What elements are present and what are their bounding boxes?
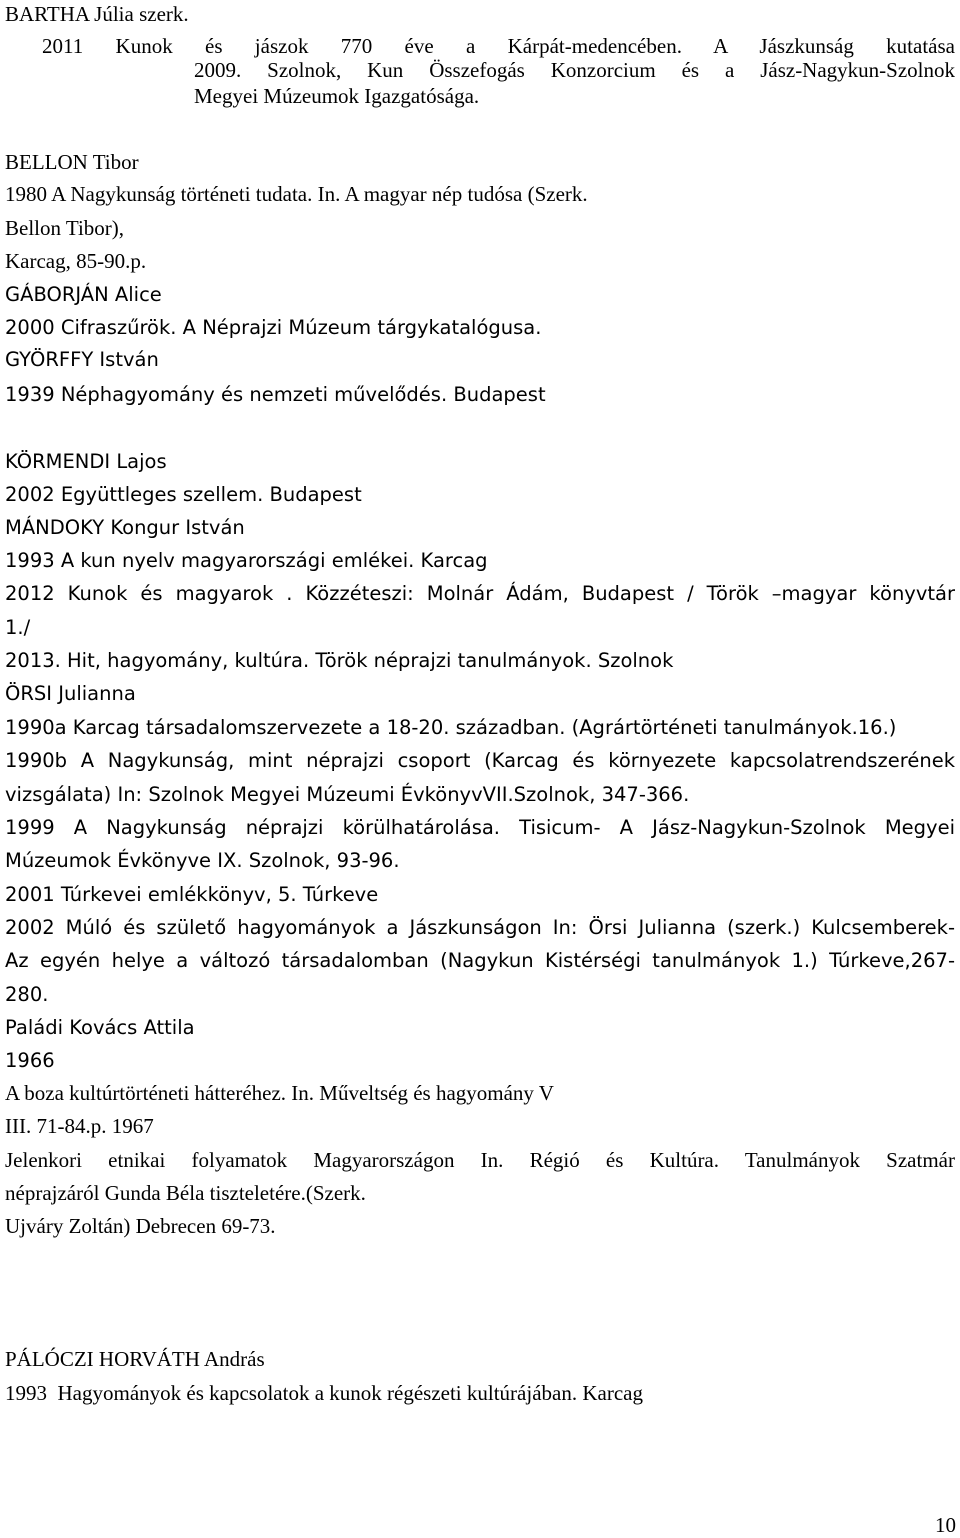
ref-paladi-1966-title: A boza kultúrtörténeti hátteréhez. In. Műveltség és hagyomány V (5, 1081, 554, 1105)
author-paloczi-horvath: PÁLÓCZI HORVÁTH András (5, 1347, 265, 1371)
author-paladi-kovacs: Paládi Kovács Attila (5, 1016, 195, 1039)
ref-orsi-1990b-line1: 1990b A Nagykunság, mint néprajzi csoport (Karcag és környezete kapcsolatrendszerének (5, 749, 955, 772)
ref-paloczi-1993: 1993 Hagyományok és kapcsolatok a kunok régészeti kultúrájában. Karcag (5, 1381, 643, 1405)
ref-orsi-2002-line3: 280. (5, 983, 49, 1006)
author-orsi: ÖRSI Julianna (5, 682, 136, 705)
ref-bellon-1980-line2: Bellon Tibor), (5, 216, 125, 240)
ref-bellon-1980-line1: 1980 A Nagykunság történeti tudata. In. A magyar nép tudósa (Szerk. (5, 182, 588, 206)
ref-bartha-2011-line2: 2009. Szolnok, Kun Összefogás Konzorcium és a Jász-Nagykun-Szolnok (194, 58, 955, 82)
ref-gyorffy-1939: 1939 Néphagyomány és nemzeti művelődés. Budapest (5, 383, 546, 406)
ref-paladi-1967-line1: Jelenkori etnikai folyamatok Magyarországon In. Régió és Kultúra. Tanulmányok Szatmár (5, 1148, 955, 1172)
ref-orsi-1999-line2: Múzeumok Évkönyve IX. Szolnok, 93-96. (5, 849, 400, 872)
author-bellon: BELLON Tibor (5, 150, 139, 174)
ref-orsi-1999-line1: 1999 A Nagykunság néprajzi körülhatárolása. Tisicum- A Jász-Nagykun-Szolnok Megyei (5, 816, 955, 839)
ref-orsi-1990a: 1990a Karcag társadalomszervezete a 18-20. században. (Agrártörténeti tanulmányok.16.) (5, 716, 897, 739)
ref-orsi-2002-line1: 2002 Múló és születő hagyományok a Jászkunságon In: Örsi Julianna (szerk.) Kulcsemberek- (5, 916, 955, 939)
author-mandoky: MÁNDOKY Kongur István (5, 516, 245, 539)
ref-mandoky-2012-line1: 2012 Kunok és magyarok . Közzéteszi: Molnár Ádám, Budapest / Török –magyar könyvtár (5, 582, 955, 605)
ref-mandoky-1993: 1993 A kun nyelv magyarországi emlékei. Karcag (5, 549, 488, 572)
author-kormendi: KÖRMENDI Lajos (5, 450, 167, 473)
ref-kormendi-2002: 2002 Együttleges szellem. Budapest (5, 483, 362, 506)
ref-orsi-2002-line2: Az egyén helye a változó társadalomban (Nagykun Kistérségi tanulmányok 1.) Túrkeve,267- (5, 949, 955, 972)
author-gyorffy: GYÖRFFY István (5, 348, 159, 371)
ref-paladi-1967-line2: néprajzáról Gunda Béla tiszteletére.(Szerk. (5, 1181, 366, 1205)
ref-mandoky-2012-line2: 1./ (5, 616, 31, 639)
ref-bellon-1980-line3: Karcag, 85-90.p. (5, 249, 147, 273)
ref-orsi-2001: 2001 Túrkevei emlékkönyv, 5. Túrkeve (5, 883, 379, 906)
ref-paladi-1966-pages: III. 71-84.p. 1967 (5, 1114, 154, 1138)
ref-paladi-year-1966: 1966 (5, 1049, 55, 1072)
ref-bartha-2011-line3: Megyei Múzeumok Igazgatósága. (194, 84, 480, 108)
author-bartha: BARTHA Júlia szerk. (5, 2, 189, 26)
ref-gaborjan-2000: 2000 Cifraszűrök. A Néprajzi Múzeum tárgykatalógusa. (5, 316, 542, 339)
page-number: 10 (935, 1513, 956, 1537)
ref-bartha-2011-line1: 2011 Kunok és jászok 770 éve a Kárpát-medencében. A Jászkunság kutatása (42, 34, 955, 58)
author-gaborjan: GÁBORJÁN Alice (5, 283, 162, 306)
ref-orsi-1990b-line2: vizsgálata) In: Szolnok Megyei Múzeumi ÉvkönyvVII.Szolnok, 347-366. (5, 783, 690, 806)
ref-paladi-1967-line3: Ujváry Zoltán) Debrecen 69-73. (5, 1214, 276, 1238)
ref-mandoky-2013: 2013. Hit, hagyomány, kultúra. Török néprajzi tanulmányok. Szolnok (5, 649, 674, 672)
